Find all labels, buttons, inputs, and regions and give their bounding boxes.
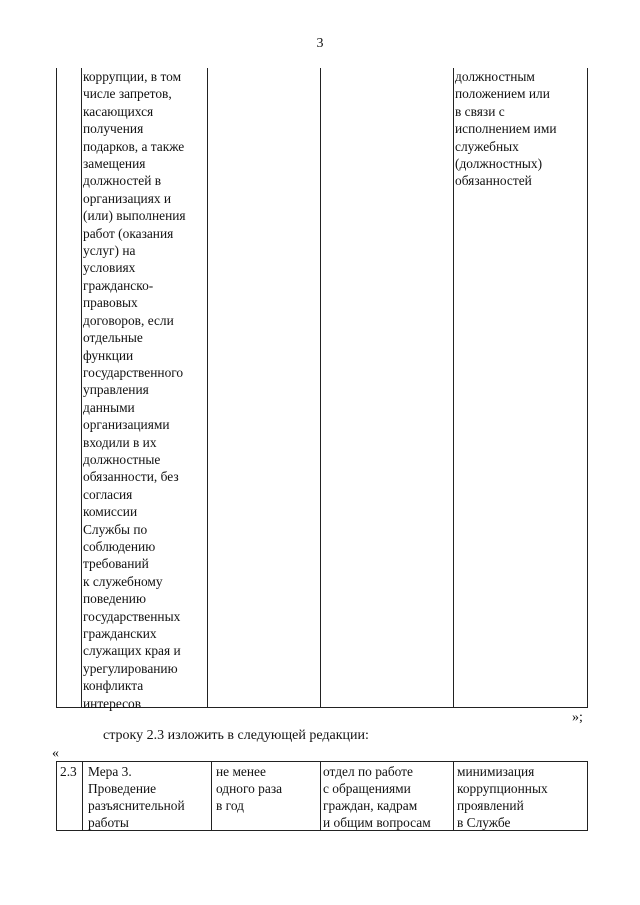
cell-text-line: конфликта	[83, 678, 144, 694]
cell-text-line: работы	[88, 815, 129, 830]
responsible-cell	[323, 763, 448, 831]
cell-text-line: и общим вопросам	[323, 815, 431, 830]
cell-text-line: получения	[83, 121, 144, 137]
cell-text-line: соблюдению	[83, 538, 156, 554]
column-divider	[320, 68, 321, 707]
row-2-3-table	[56, 761, 588, 831]
cell-text-line: требований	[83, 556, 149, 572]
cell-text-line: условиях	[83, 260, 136, 276]
cell-text-line: коррупционных	[457, 781, 548, 796]
expected-result-cell	[455, 68, 585, 190]
cell-text-line: (или) выполнения	[83, 208, 186, 224]
cell-text-line: услуг) на	[83, 243, 136, 259]
cell-text-line: граждан, кадрам	[323, 798, 418, 813]
opening-quote: «	[52, 746, 59, 761]
cell-text-line: в Службе	[457, 815, 511, 830]
cell-text-line: Мера 3.	[88, 764, 132, 779]
cell-text-line: замещения	[83, 156, 146, 172]
cell-text-line: гражданско-	[83, 277, 154, 293]
page-number: 3	[316, 36, 324, 51]
cell-text-line: к служебному	[83, 573, 163, 589]
cell-text-line: служебных	[455, 138, 519, 154]
cell-text-line: гражданских	[83, 626, 157, 641]
cell-text-line: данными	[83, 399, 135, 415]
cell-text-line: должностные	[83, 451, 161, 467]
cell-text-line: государственных	[83, 608, 181, 624]
cell-text-line: в связи с	[455, 103, 505, 119]
cell-text-line: отдельные	[83, 330, 143, 346]
cell-text-line: управления	[83, 382, 149, 398]
measures-table-continuation	[56, 68, 588, 711]
cell-text-line: одного раза	[216, 781, 283, 796]
row-number-cell: 2.3	[60, 764, 77, 779]
cell-text-line: исполнением ими	[455, 121, 557, 137]
cell-text-line: должностей в	[83, 173, 162, 189]
cell-text-line: разъяснительной	[88, 798, 185, 813]
closing-quote: »;	[572, 710, 583, 725]
cell-text-line: комиссии	[83, 504, 138, 520]
column-divider	[81, 68, 82, 707]
cell-text-line: числе запретов,	[83, 86, 172, 102]
cell-text-line: с обращениями	[323, 781, 411, 796]
column-divider	[320, 762, 321, 830]
cell-text-line: проявлений	[457, 798, 524, 813]
cell-text-line: организациями	[83, 417, 170, 433]
cell-text-line: в год	[216, 798, 244, 813]
cell-text-line: Проведение	[88, 781, 157, 796]
column-divider	[453, 762, 454, 830]
cell-text-line: коррупции, в том	[83, 69, 182, 84]
cell-text-line: работ (оказания	[83, 225, 174, 241]
cell-text-line: входили в их	[83, 434, 157, 450]
cell-text-line: поведению	[83, 591, 146, 607]
cell-text-line: минимизация	[457, 764, 535, 779]
cell-text-line: интересов	[83, 695, 142, 711]
cell-text-line: функции	[83, 347, 134, 363]
cell-text-line: обязанности, без	[83, 469, 179, 485]
cell-text-line: не менее	[216, 764, 266, 779]
cell-text-line: договоров, если	[83, 312, 174, 328]
cell-text-line: правовых	[83, 295, 138, 311]
column-divider	[82, 762, 83, 830]
deadline-cell	[216, 763, 316, 814]
expected-result-cell	[457, 763, 587, 831]
cell-text-line: государственного	[83, 364, 184, 380]
cell-text-line: отдел по работе	[323, 764, 413, 779]
cell-text-line: согласия	[83, 486, 133, 502]
cell-text-line: должностным	[455, 69, 535, 84]
cell-text-line: касающихся	[83, 103, 154, 119]
cell-text-line: подарков, а также	[83, 138, 185, 154]
cell-text-line: служащих края и	[83, 643, 181, 659]
measure-description-cell	[83, 68, 208, 712]
cell-text-line: положением или	[455, 86, 550, 102]
cell-text-line: организациях и	[83, 190, 172, 206]
cell-text-line: урегулированию	[83, 660, 178, 676]
cell-text-line: обязанностей	[455, 173, 532, 189]
measure-cell	[88, 763, 213, 831]
column-divider	[453, 68, 454, 707]
amendment-instruction: строку 2.3 изложить в следующей редакции:	[103, 728, 369, 743]
cell-text-line: (должностных)	[455, 156, 543, 172]
cell-text-line: Службы по	[83, 521, 148, 537]
